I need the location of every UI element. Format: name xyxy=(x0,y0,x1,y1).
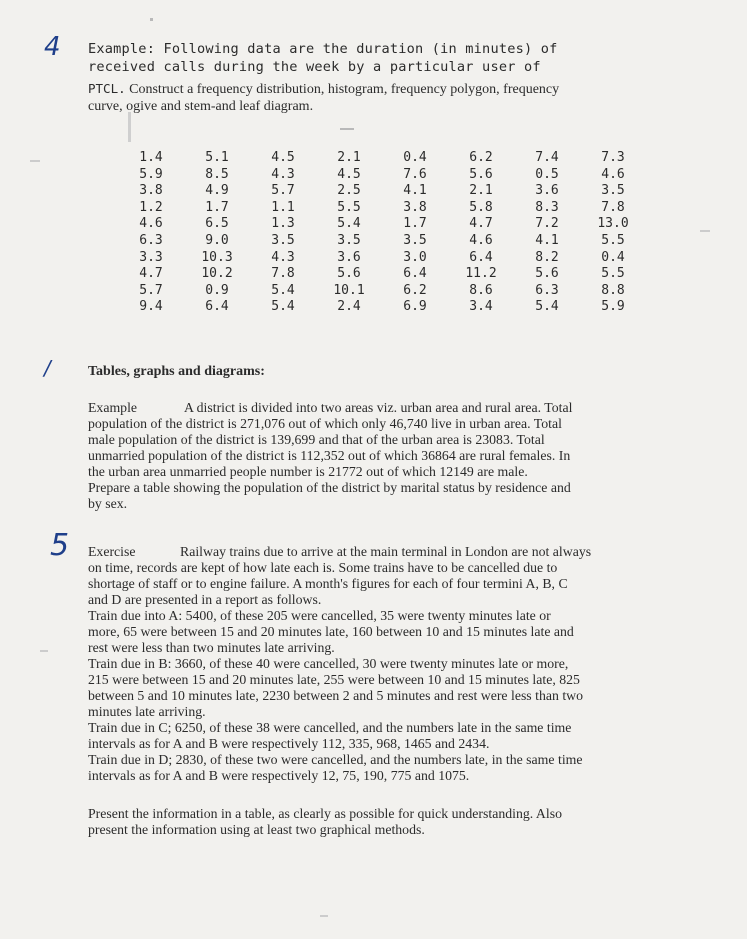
table-cell: 4.3 xyxy=(271,166,295,182)
table-cell: 7.2 xyxy=(535,216,559,232)
table-cell: 6.2 xyxy=(469,150,493,165)
table-cell: 4.5 xyxy=(337,166,361,182)
paragraph-line: by sex. xyxy=(88,496,128,511)
table-cell: 5.8 xyxy=(469,199,493,215)
table-cell: 0.9 xyxy=(205,282,229,298)
paragraph-line: Train due into A: 5400, of these 205 were cancelled, 35 were twenty minutes late or xyxy=(88,608,551,623)
table-row xyxy=(118,216,646,233)
paragraph-line: Train due in B: 3660, of these 40 were cancelled, 30 were twenty minutes late or more, xyxy=(88,656,569,671)
handwritten-number-5: 5 xyxy=(50,528,70,563)
table-cell: 0.5 xyxy=(535,166,559,182)
scan-speck xyxy=(30,160,40,162)
table-cell: 2.1 xyxy=(469,183,493,199)
table-cell: 3.3 xyxy=(139,249,163,265)
table-row xyxy=(118,183,646,200)
table-cell: 6.4 xyxy=(205,299,229,315)
table-cell: 4.3 xyxy=(271,249,295,265)
table-cell: 1.2 xyxy=(139,199,163,215)
table-cell: 2.1 xyxy=(337,150,361,165)
handwritten-slash: / xyxy=(44,356,51,380)
table-cell: 5.9 xyxy=(139,166,163,182)
paragraph-line: A district is divided into two areas viz. urban area and rural area. Total xyxy=(184,400,573,415)
example-line-3-prefix: PTCL. xyxy=(88,81,126,96)
table-cell: 10.1 xyxy=(333,282,365,298)
table-row xyxy=(118,250,646,267)
table-cell: 5.7 xyxy=(139,282,163,298)
example-line-3: Construct a frequency distribution, histogram, frequency polygon, frequency xyxy=(129,82,560,97)
table-cell: 6.3 xyxy=(535,282,559,298)
call-duration-data-table xyxy=(118,150,646,316)
table-cell: 3.8 xyxy=(403,199,427,215)
table-cell: 1.4 xyxy=(139,150,163,165)
paragraph-line: between 5 and 10 minutes late, 2230 between 2 and 5 minutes and rest were less than two xyxy=(88,688,584,703)
table-cell: 7.8 xyxy=(601,199,625,215)
table-cell: 7.6 xyxy=(403,166,427,182)
table-cell: 8.5 xyxy=(205,166,229,182)
handwritten-number-4: 4 xyxy=(44,32,61,62)
example-line-4: curve, ogive and stem-and leaf diagram. xyxy=(88,99,314,114)
table-cell: 1.7 xyxy=(205,199,229,215)
table-row xyxy=(118,283,646,300)
example-line-2: received calls during the week by a particular user of xyxy=(88,59,541,75)
table-row xyxy=(118,167,646,184)
table-cell: 4.6 xyxy=(601,166,625,182)
table-cell: 4.1 xyxy=(403,183,427,199)
table-cell: 5.5 xyxy=(601,266,625,282)
table-cell: 4.6 xyxy=(469,232,493,248)
paragraph-line: shortage of staff or to engine failure. A month's figures for each of four termini A, B, C xyxy=(88,576,568,591)
scan-speck xyxy=(320,915,328,917)
table-cell: 6.9 xyxy=(403,299,427,315)
table-cell: 5.4 xyxy=(271,299,295,315)
table-cell: 5.9 xyxy=(601,299,625,315)
paragraph-line: 215 were between 15 and 20 minutes late, 255 were between 10 and 15 minutes late, 825 xyxy=(88,672,580,687)
scan-speck xyxy=(340,128,354,130)
scan-speck xyxy=(40,650,48,652)
table-cell: 8.3 xyxy=(535,199,559,215)
table-cell: 1.7 xyxy=(403,216,427,232)
table-cell: 5.1 xyxy=(205,150,229,165)
table-row xyxy=(118,233,646,250)
table-cell: 4.1 xyxy=(535,232,559,248)
paragraph-line: intervals as for A and B were respectively 112, 335, 968, 1465 and 2434. xyxy=(88,736,490,751)
table-cell: 0.4 xyxy=(601,249,625,265)
table-cell: 2.4 xyxy=(337,299,361,315)
table-cell: 3.5 xyxy=(403,232,427,248)
paragraph-line: more, 65 were between 15 and 20 minutes late, 160 between 10 and 15 minutes late and xyxy=(88,624,574,639)
table-cell: 10.3 xyxy=(201,249,233,265)
example-frequency-task xyxy=(88,80,648,115)
example-label: Example xyxy=(88,400,138,415)
table-cell: 3.6 xyxy=(337,249,361,265)
table-row xyxy=(118,266,646,283)
table-cell: 4.5 xyxy=(271,150,295,165)
paragraph-line: intervals as for A and B were respectively 12, 75, 190, 775 and 1075. xyxy=(88,768,470,783)
table-cell: 6.5 xyxy=(205,216,229,232)
table-cell: 10.2 xyxy=(201,266,233,282)
exercise-section xyxy=(88,544,643,838)
section-heading: Tables, graphs and diagrams: xyxy=(88,364,265,379)
scan-speck xyxy=(150,18,153,21)
table-cell: 5.7 xyxy=(271,183,295,199)
table-cell: 4.9 xyxy=(205,183,229,199)
paragraph-line: male population of the district is 139,699 and that of the urban area is 23083. Total xyxy=(88,432,545,447)
table-cell: 5.6 xyxy=(469,166,493,182)
paragraph-line: Train due in D; 2830, of these two were cancelled, and the numbers late, in the same time xyxy=(88,752,583,767)
table-cell: 5.6 xyxy=(535,266,559,282)
paragraph-line: population of the district is 271,076 out of which only 46,740 live in urban area. Total xyxy=(88,416,562,431)
table-cell: 9.4 xyxy=(139,299,163,315)
table-cell: 7.4 xyxy=(535,150,559,165)
table-cell: 7.8 xyxy=(271,266,295,282)
table-cell: 4.7 xyxy=(469,216,493,232)
paragraph-line: minutes late arriving. xyxy=(88,704,206,719)
table-cell: 0.4 xyxy=(403,150,427,165)
scan-speck xyxy=(700,230,710,232)
table-cell: 13.0 xyxy=(597,216,629,232)
paragraph-line: Prepare a table showing the population of the district by marital status by residence and xyxy=(88,480,571,495)
table-cell: 7.3 xyxy=(601,150,625,165)
table-cell: 6.4 xyxy=(469,249,493,265)
table-cell: 1.3 xyxy=(271,216,295,232)
closing-line: present the information using at least two graphical methods. xyxy=(88,822,425,837)
paragraph-line: Train due in C; 6250, of these 38 were cancelled, and the numbers late in the same time xyxy=(88,720,572,735)
table-cell: 4.7 xyxy=(139,266,163,282)
tables-graphs-section xyxy=(88,364,643,512)
paragraph-line: the urban area unmarried people number is 21772 out of which 12149 are male. xyxy=(88,464,528,479)
table-cell: 4.6 xyxy=(139,216,163,232)
table-cell: 3.5 xyxy=(271,232,295,248)
table-row xyxy=(118,150,646,167)
table-cell: 6.2 xyxy=(403,282,427,298)
table-row xyxy=(118,299,646,316)
table-cell: 3.5 xyxy=(337,232,361,248)
paragraph-line: rest were less than two minutes late arriving. xyxy=(88,640,335,655)
table-cell: 5.4 xyxy=(337,216,361,232)
table-cell: 5.4 xyxy=(271,282,295,298)
table-cell: 9.0 xyxy=(205,232,229,248)
table-cell: 5.4 xyxy=(535,299,559,315)
table-cell: 3.0 xyxy=(403,249,427,265)
table-row xyxy=(118,200,646,217)
table-cell: 6.4 xyxy=(403,266,427,282)
table-cell: 1.1 xyxy=(271,199,295,215)
table-cell: 3.5 xyxy=(601,183,625,199)
table-cell: 2.5 xyxy=(337,183,361,199)
table-cell: 5.5 xyxy=(601,232,625,248)
table-cell: 8.8 xyxy=(601,282,625,298)
paragraph-line: and D are presented in a report as follows. xyxy=(88,592,322,607)
paragraph-line: unmarried population of the district is 112,352 out of which 36864 are rural females. In xyxy=(88,448,571,463)
table-cell: 8.2 xyxy=(535,249,559,265)
table-cell: 3.8 xyxy=(139,183,163,199)
table-cell: 3.6 xyxy=(535,183,559,199)
paragraph-line: Railway trains due to arrive at the main terminal in London are not always xyxy=(180,544,592,559)
table-cell: 8.6 xyxy=(469,282,493,298)
exercise-label: Exercise xyxy=(88,544,136,559)
paragraph-line: on time, records are kept of how late each is. Some trains have to be cancelled due to xyxy=(88,560,558,575)
table-cell: 11.2 xyxy=(465,266,497,282)
example-line-1: Example: Following data are the duration (in minutes) of xyxy=(88,41,558,57)
closing-line: Present the information in a table, as clearly as possible for quick understanding. Also xyxy=(88,806,562,821)
table-cell: 6.3 xyxy=(139,232,163,248)
table-cell: 5.6 xyxy=(337,266,361,282)
example-frequency-intro xyxy=(88,40,628,76)
table-cell: 3.4 xyxy=(469,299,493,315)
table-cell: 5.5 xyxy=(337,199,361,215)
scan-speck xyxy=(128,112,131,142)
